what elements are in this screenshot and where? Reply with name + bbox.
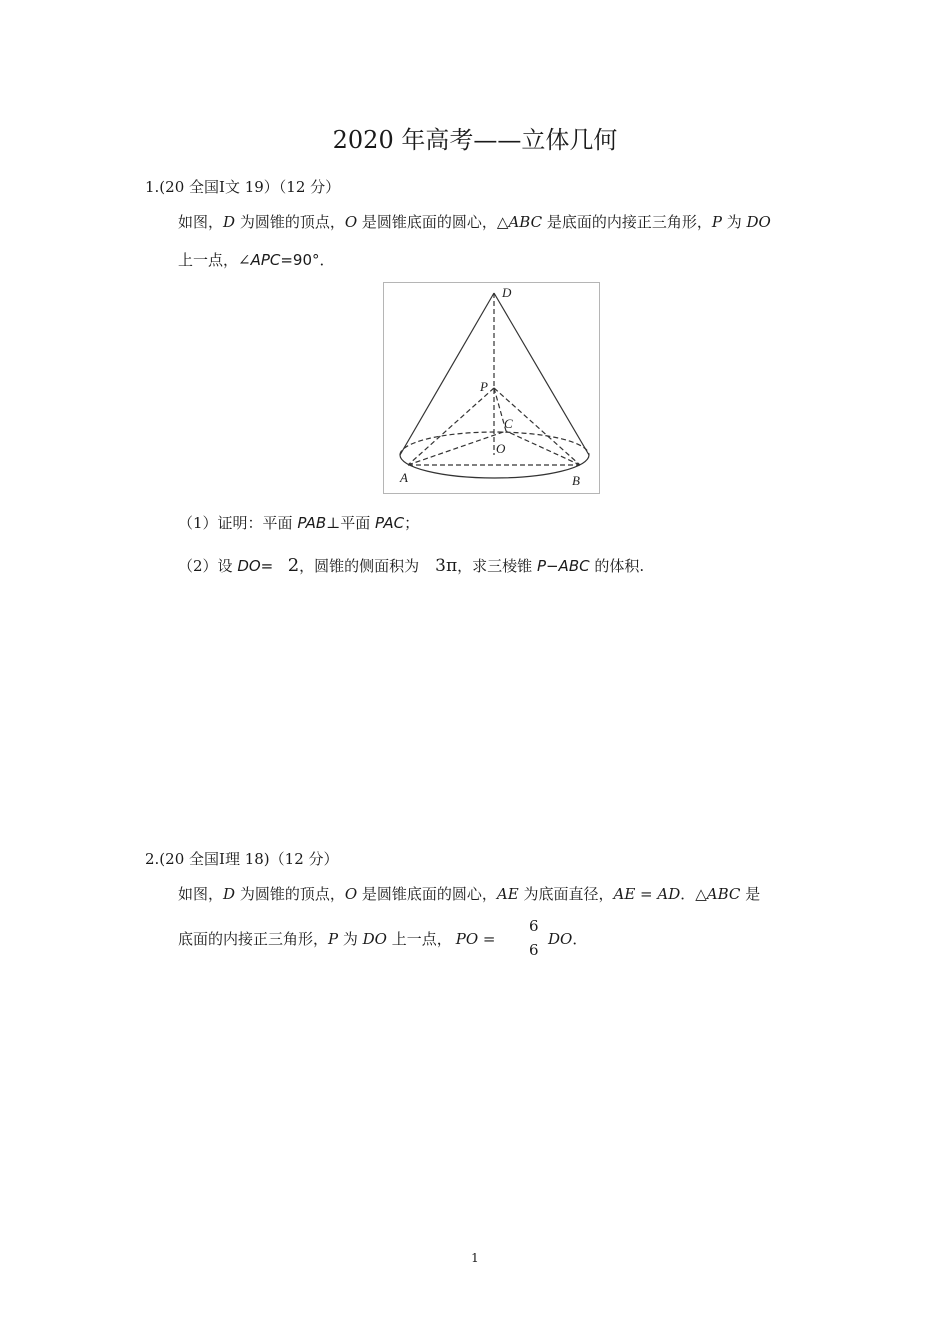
var-PAC: PAC: [375, 514, 405, 532]
text: ．: [572, 930, 588, 948]
text: ，圆锥的侧面积为: [299, 557, 420, 575]
var-PABC: P−ABC: [536, 557, 590, 575]
text: 是圆锥底面的圆心，△: [357, 213, 509, 231]
text: ，求三棱锥: [457, 557, 537, 575]
problem-1-question-2: [178, 556, 644, 577]
text: 底面的内接正三角形，: [178, 930, 329, 948]
text: 是: [740, 885, 761, 903]
cone-figure: [383, 282, 600, 494]
base-front-arc: [400, 455, 589, 478]
problem-1-header: 1.(20 全国Ⅰ文 19）（12 分）: [145, 178, 341, 196]
var-ABC: ABC: [706, 885, 741, 903]
label-O: O: [496, 441, 506, 456]
var-DO: DO: [746, 213, 771, 231]
segment-AC: [408, 431, 506, 465]
fraction-numerator: 6: [529, 917, 539, 935]
sqrt-symbol: √: [280, 560, 288, 574]
text: （1）证明：平面: [178, 514, 298, 532]
text: 如图，: [178, 213, 224, 231]
text: ；: [404, 514, 420, 532]
problem-1-stem-line-1: [178, 212, 771, 232]
problem-1-stem-line-2: [178, 250, 335, 270]
segment-BC: [506, 431, 580, 465]
text: 上一点，∠: [178, 251, 251, 269]
text: 的体积.: [589, 557, 645, 575]
var-PAB: PAB: [297, 514, 327, 532]
text: 为底面直径，: [518, 885, 614, 903]
var-D: D: [223, 885, 236, 903]
problem-2-stem-line-1: [178, 884, 760, 904]
var-APC: APC: [250, 251, 281, 269]
text: 为圆锥的顶点，: [235, 213, 345, 231]
problem-2-header: 2.(20 全国Ⅰ理 18)（12 分）: [145, 850, 339, 868]
text: 为圆锥的顶点，: [235, 885, 345, 903]
text: ．△: [680, 885, 707, 903]
page-title: 2020 年高考——立体几何: [332, 126, 618, 154]
problem-2-stem-line-2: [178, 929, 496, 949]
var-O: O: [344, 213, 358, 231]
label-A: A: [400, 470, 408, 485]
label-C: C: [504, 416, 513, 431]
problem-2-stem-tail: [548, 929, 587, 949]
var-DO: DO: [362, 930, 387, 948]
var-DO: DO=: [237, 557, 274, 575]
label-D: D: [502, 285, 512, 300]
text: 是圆锥底面的圆心，: [357, 885, 497, 903]
var-O: O: [344, 885, 358, 903]
var-PO: PO =: [455, 930, 496, 948]
var-P: P: [711, 213, 722, 231]
text: ⊥平面: [326, 514, 376, 532]
cone-diagram: [384, 283, 599, 493]
equation-AE-AD: AE = AD: [613, 885, 681, 903]
page-number: 1: [471, 1251, 479, 1265]
var-P: P: [328, 930, 339, 948]
value-sqrt2: 2: [287, 555, 300, 576]
var-DO: DO: [548, 930, 573, 948]
text: 为: [721, 213, 747, 231]
text: （2）设: [178, 557, 238, 575]
text: 为: [338, 930, 363, 948]
label-P: P: [480, 379, 488, 394]
var-AE: AE: [496, 885, 519, 903]
value-3pi: 3π: [435, 556, 458, 576]
label-B: B: [572, 473, 580, 488]
text: =90°．: [280, 251, 335, 269]
segment-PA: [408, 388, 494, 465]
fraction-denominator: 6: [529, 941, 539, 959]
text: 上一点，: [386, 930, 452, 948]
text: 如图，: [178, 885, 224, 903]
problem-1-question-1: [178, 513, 419, 533]
var-D: D: [223, 213, 236, 231]
text: 是底面的内接正三角形，: [542, 213, 712, 231]
var-ABC: ABC: [508, 213, 543, 231]
cone-side-left: [400, 293, 494, 455]
